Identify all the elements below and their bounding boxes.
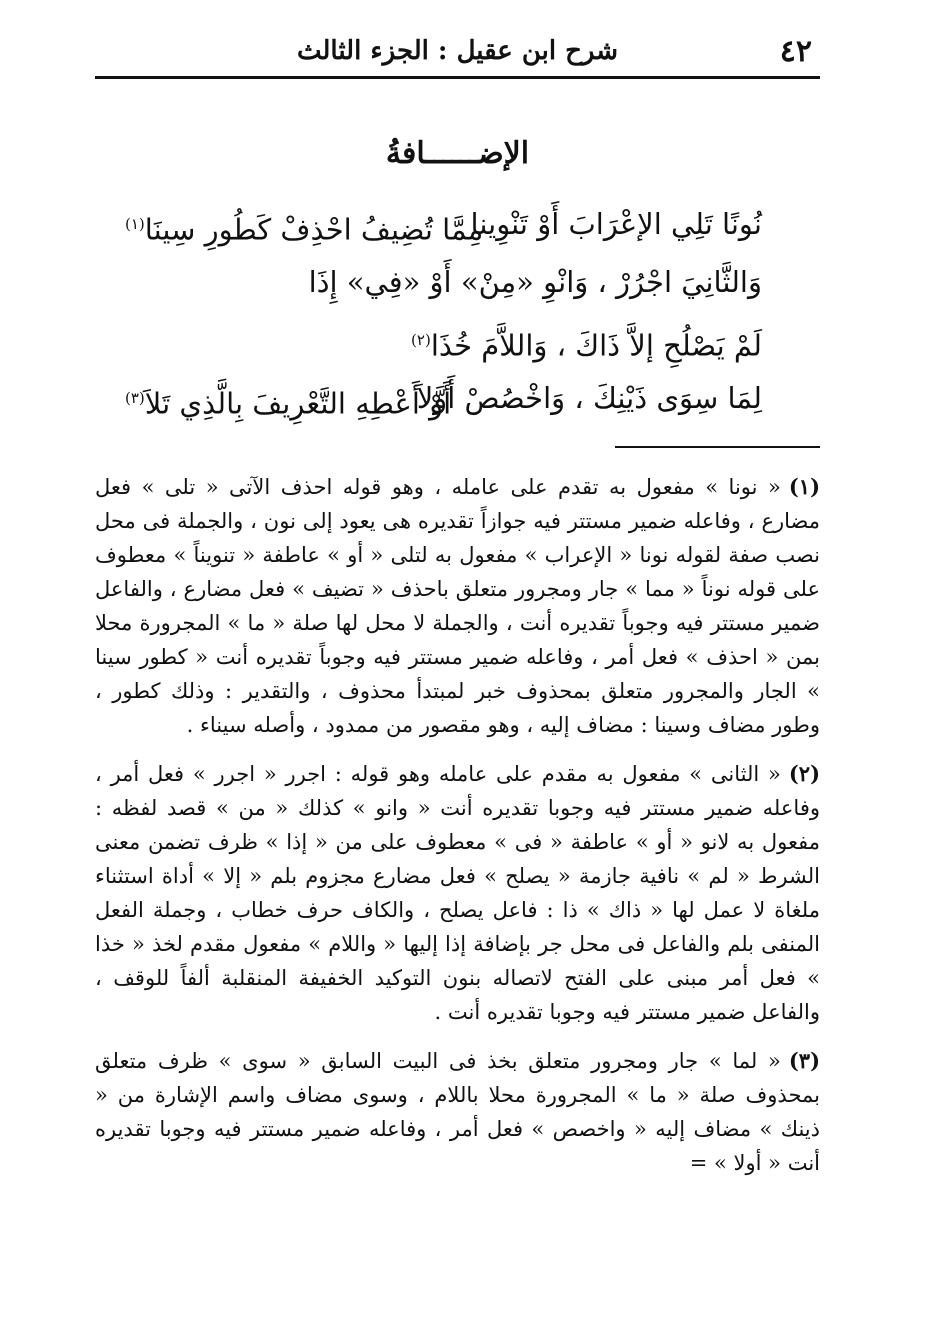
verse-4-second-hemistich-text: أَوْ أَعْطِهِ التَّعْرِيفَ بِالَّذِي تَلاَ xyxy=(144,386,452,421)
footnote-divider xyxy=(615,446,820,448)
verse-1-second-hemistich xyxy=(125,195,483,259)
footnote-3-number: (٣) xyxy=(788,1048,820,1073)
page-header xyxy=(95,28,820,74)
footnote-1-text: « نونا » مفعول به تقدم على عامله ، وهو قوله احذف الآتى « تلى » فعل مضارع ، وفاعله ضمير مستتر فيه جوازاً تقديره هى يعود إلى نون ، والجملة فى محل نصب صفة لقوله نونا « الإعراب » مفعول به لتلى « أو » عاطفة « تنويناً » معطوف على قوله نوناً « مما » جار ومجرور متعلق باحذف « تضيف » فعل مضارع ، والفاعل ضمير مستتر فيه وجوباً تقديره أنت ، والجملة لا محل لها صلة « ما » المجرورة محلا بمن « احذف » فعل أمر ، وفاعله ضمير مستتر فيه وجوباً تقديره أنت « كطور سينا » الجار والمجرور متعلق بمحذوف خبر لمبتدأ محذوف ، والتقدير : وذلك كطور ، وطور مضاف وسينا : مضاف إليه ، وهو مقصور من ممدود ، وأصله سيناء . xyxy=(95,475,820,737)
verse-3-text: لَمْ يَصْلُحِ إلاَّ ذَاكَ ، وَاللاَّمَ خُذَا xyxy=(430,328,762,363)
verse-4-footnote-mark: (٣) xyxy=(125,389,145,407)
footnote-1 xyxy=(95,470,820,742)
footnote-2 xyxy=(95,757,820,1029)
verse-2-first-hemistich: وَالثَّانِيَ اجْرُرْ ، وَانْوِ «مِنْ» أَوْ «فِي» إِذَا xyxy=(308,265,762,299)
verse-3-first-hemistich xyxy=(411,311,762,375)
footnote-2-text: « الثانى » مفعول به مقدم على عامله وهو قوله : اجرر « اجرر » فعل أمر ، وفاعله ضمير مستتر فيه وجوبا تقديره أنت « وانو » كذلك « من » قصد لفظه : مفعول به لانو « أو » عاطفة « فى » معطوف على من « إذا » ظرف تضمن معنى الشرط « لم » نافية جازمة « يصلح » فعل مضارع مجزوم بلم « إلا » أداة استثناء ملغاة لا عمل لها « ذاك » ذا : فاعل يصلح ، والكاف حرف خطاب ، وجملة الفعل المنفى بلم والفاعل فى محل جر بإضافة إذا إليها « واللام » مفعول مقدم لخذ « خذا » فعل أمر مبنى على الفتح لاتصاله بنون التوكيد الخفيفة المنقلبة ألفاً للوقف ، والفاعل ضمير مستتر فيه وجوبا تقديره أنت . xyxy=(95,762,820,1024)
verse-3-footnote-mark: (٢) xyxy=(411,331,431,349)
footnote-3-text: « لما » جار ومجرور متعلق بخذ فى البيت السابق « سوى » ظرف متعلق بمحذوف صلة « ما » المجرورة محلا باللام ، وسوى مضاف واسم الإشارة من « ذينك » مضاف إليه « واخصص » فعل أمر ، وفاعله ضمير مستتر فيه وجوبا تقديره أنت « أولا » = xyxy=(95,1049,820,1175)
footnote-1-number: (١) xyxy=(788,474,820,499)
footnote-3 xyxy=(95,1044,820,1180)
footnotes xyxy=(95,470,820,1180)
running-title: شرح ابن عقيل : الجزء الثالث xyxy=(296,36,619,66)
verse-2 xyxy=(95,253,820,311)
verse-block xyxy=(95,195,820,427)
verse-4-second-hemistich xyxy=(125,369,451,433)
verse-4 xyxy=(95,369,820,427)
footnote-2-number: (٢) xyxy=(788,761,820,786)
verse-3 xyxy=(95,311,820,369)
header-rule xyxy=(95,76,820,79)
verse-1-first-hemistich: نُونًا تَلِي الإعْرَابَ أَوْ تَنْوِينا xyxy=(470,207,762,241)
verse-1 xyxy=(95,195,820,253)
verse-1-second-hemistich-text: مِمَّا تُضِيفُ احْذِفْ كَطُورِ سِينَا xyxy=(144,212,484,247)
page-number: ٤٢ xyxy=(779,34,812,69)
verse-4-first-hemistich: لِمَا سِوَى ذَيْنِكَ ، وَاخْصُصْ أَوَّلاَ xyxy=(416,381,762,415)
section-title: الإضــــــافةُ xyxy=(385,136,530,171)
verse-1-footnote-mark: (١) xyxy=(125,215,145,233)
